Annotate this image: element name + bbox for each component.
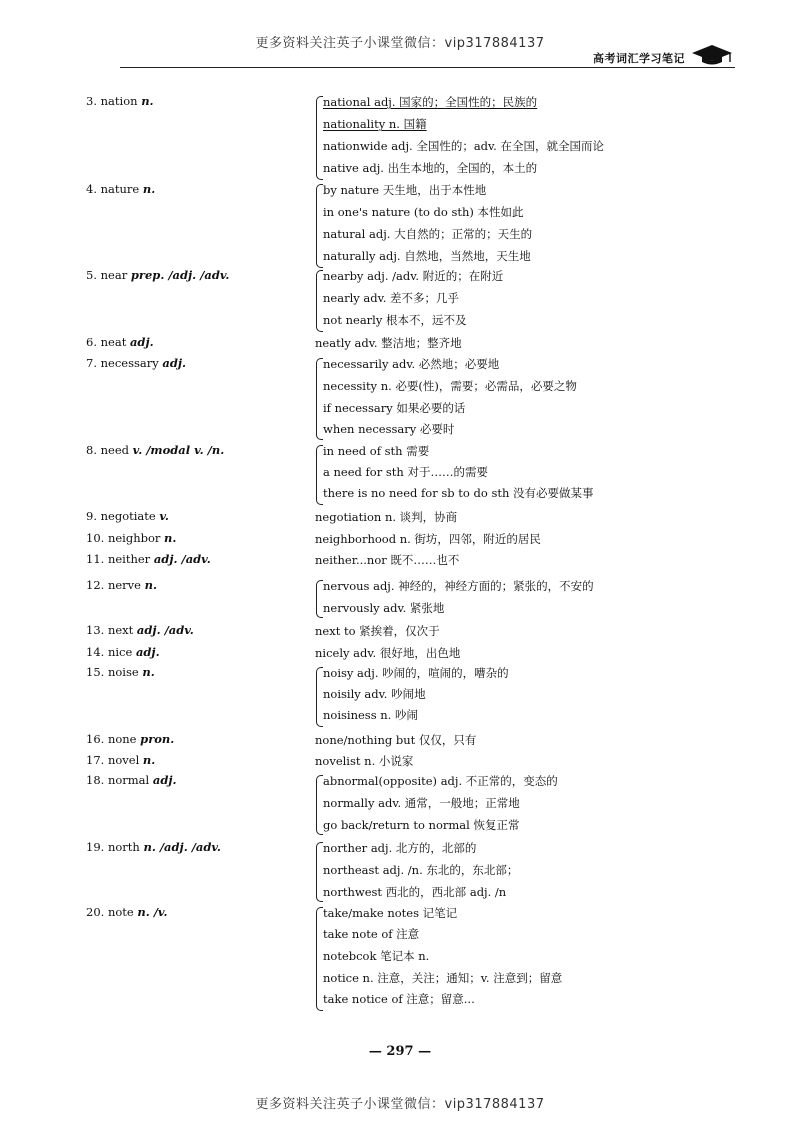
entry-line: next to 紧挨着，仅次于 [315, 624, 440, 638]
entry-word: 15. noise n. [86, 665, 155, 679]
entry-word: 12. nerve n. [86, 578, 157, 592]
entry-line: naturally adj. 自然地，当然地，天生地 [323, 249, 531, 263]
entry-line: nearby adj. /adv. 附近的；在附近 [323, 269, 504, 283]
entry-word: 8. need v. /modal v. /n. [86, 443, 225, 457]
entry-line: abnormal(opposite) adj. 不正常的，变态的 [323, 774, 558, 788]
entry-line: necessarily adv. 必然地；必要地 [323, 357, 500, 371]
page-number: — 297 — [368, 1044, 432, 1059]
entry-line: normally adv. 通常，一般地；正常地 [323, 796, 520, 810]
entry-word: 9. negotiate v. [86, 509, 169, 523]
entry-line: neither...nor 既不……也不 [315, 553, 460, 567]
entry-line: nearly adv. 差不多；几乎 [323, 291, 460, 305]
entry-line: neatly adv. 整洁地；整齐地 [315, 336, 462, 350]
entry-line: none/nothing but 仅仅，只有 [315, 733, 477, 747]
graduation-cap-icon [690, 42, 734, 66]
entry-line: take/make notes 记笔记 [323, 906, 458, 920]
brace [316, 358, 323, 440]
entry-word: 6. neat adj. [86, 335, 154, 349]
entry-word: 17. novel n. [86, 753, 156, 767]
entry-line: novelist n. 小说家 [315, 754, 414, 768]
entry-word: 19. north n. /adj. /adv. [86, 840, 221, 854]
entry-line: notebcok 笔记本 n. [323, 949, 430, 963]
entry-line: not nearly 根本不，远不及 [323, 313, 467, 327]
entry-word: 20. note n. /v. [86, 905, 168, 919]
brace [316, 907, 323, 1011]
entry-line: national adj. 国家的；全国性的；民族的 [323, 95, 538, 109]
entry-line: nervous adj. 神经的，神经方面的；紧张的，不安的 [323, 579, 594, 593]
brace [316, 842, 323, 902]
entry-line: neighborhood n. 街坊，四邻，附近的居民 [315, 532, 541, 546]
entry-line: noisy adj. 吵闹的，喧闹的，嘈杂的 [323, 666, 509, 680]
brace [316, 580, 323, 618]
entry-line: norther adj. 北方的，北部的 [323, 841, 477, 855]
entry-line: notice n. 注意，关注；通知；v. 注意到；留意 [323, 971, 563, 985]
watermark-bottom: 更多资料关注英子小课堂微信：vip317884137 [255, 1097, 545, 1112]
brace [316, 96, 323, 180]
entry-line: nervously adv. 紧张地 [323, 601, 445, 615]
entry-line: in one's nature (to do sth) 本性如此 [323, 205, 524, 219]
entry-line: a need for sth 对于……的需要 [323, 465, 488, 479]
entry-word: 16. none pron. [86, 732, 175, 746]
entry-line: nicely adv. 很好地，出色地 [315, 646, 461, 660]
entry-line: northwest 西北的，西北部 adj. /n [323, 885, 507, 899]
header-rule [120, 67, 735, 68]
entry-word: 7. necessary adj. [86, 356, 187, 370]
header-title: 高考词汇学习笔记 [593, 52, 685, 65]
brace [316, 775, 323, 835]
entry-word: 18. normal adj. [86, 773, 177, 787]
entry-line: northeast adj. /n. 东北的，东北部； [323, 863, 519, 877]
entry-line: nationality n. 国籍 [323, 117, 427, 131]
entry-word: 11. neither adj. /adv. [86, 552, 211, 566]
entry-line: take notice of 注意；留意... [323, 992, 475, 1006]
brace [316, 445, 323, 505]
brace [316, 667, 323, 727]
entry-word: 10. neighbor n. [86, 531, 177, 545]
entry-line: take note of 注意 [323, 927, 420, 941]
entry-word: 13. next adj. /adv. [86, 623, 194, 637]
entry-line: in need of sth 需要 [323, 444, 430, 458]
entry-line: negotiation n. 谈判，协商 [315, 510, 458, 524]
brace [316, 184, 323, 268]
entry-word: 5. near prep. /adj. /adv. [86, 268, 230, 282]
brace [316, 270, 323, 332]
entry-word: 14. nice adj. [86, 645, 160, 659]
entry-line: natural adj. 大自然的；正常的；天生的 [323, 227, 533, 241]
watermark-top: 更多资料关注英子小课堂微信：vip317884137 [255, 36, 545, 51]
entry-line: noisiness n. 吵闹 [323, 708, 418, 722]
entry-line: native adj. 出生本地的，全国的，本土的 [323, 161, 538, 175]
entry-line: if necessary 如果必要的话 [323, 401, 466, 415]
entry-line: go back/return to normal 恢复正常 [323, 818, 520, 832]
entry-line: by nature 天生地，出于本性地 [323, 183, 487, 197]
entry-line: when necessary 必要时 [323, 422, 455, 436]
entry-word: 4. nature n. [86, 182, 156, 196]
entry-line: necessity n. 必要(性)，需要；必需品，必要之物 [323, 379, 577, 393]
entry-line: there is no need for sb to do sth 没有必要做某事 [323, 486, 594, 500]
entry-word: 3. nation n. [86, 94, 154, 108]
entry-line: noisily adv. 吵闹地 [323, 687, 426, 701]
entry-line: nationwide adj. 全国性的；adv. 在全国，就全国而论 [323, 139, 604, 153]
